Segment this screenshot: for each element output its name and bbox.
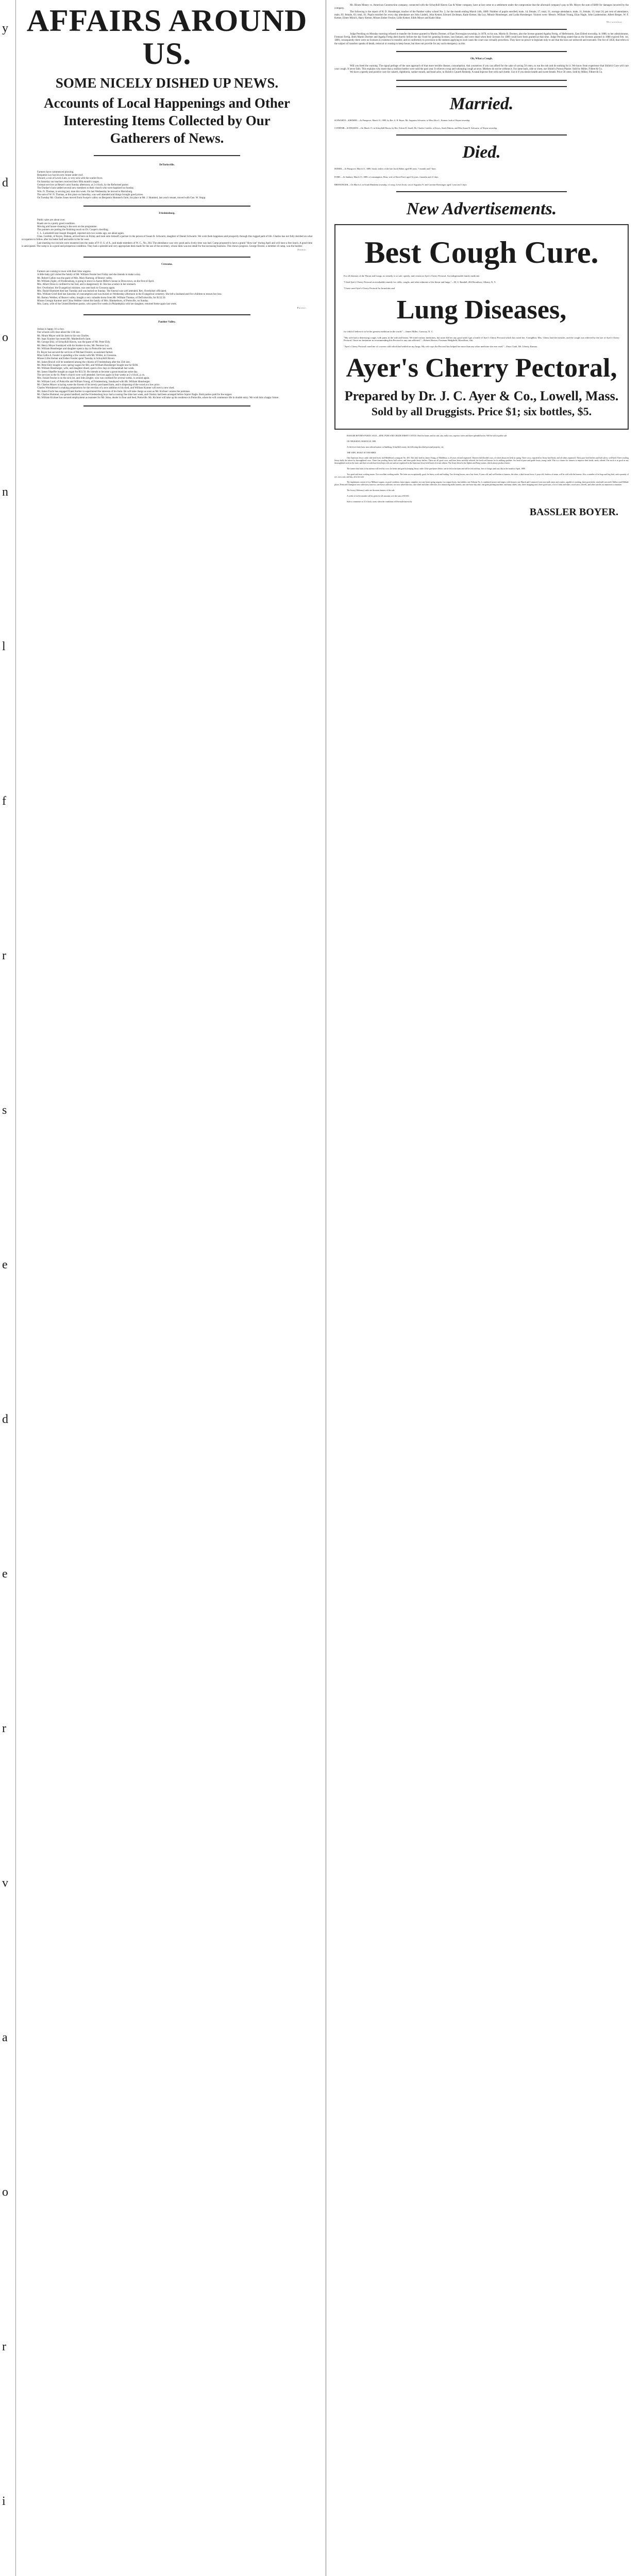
news-item: Moving and house-cleaning is the next on the programme. — [37, 226, 97, 228]
news-section — [334, 4, 629, 24]
news-sections-continued — [334, 4, 629, 81]
correspondent-signature: Priest. — [297, 306, 307, 309]
news-item: Rev. Overholser, the Evangelical minister, was sent back to Cressona again. — [37, 286, 115, 290]
ad-testimonials — [344, 330, 619, 348]
ad-title: Best Cough Cure. — [364, 235, 599, 270]
page-headline: AFFAIRS AROUND US. — [26, 4, 308, 71]
divider — [396, 29, 567, 30]
news-item: Chas. Confehr, of Keyes, Dakota, arrived here on Friday and took unto himself a partner in the person of Susan R. Schwartz, daughter of Daniel Schwartz. We wish them happiness and prosperity through this rugged path of life. Charles has not fully decided on what occupation to follow after his better half and settle in the far west. — [22, 235, 312, 242]
news-section — [334, 33, 629, 46]
death-notices — [334, 167, 629, 186]
edge-letter: e — [2, 1567, 8, 1581]
news-item: On Tuesday Mr. Charles Jones moved from Swope's valley on Benjamin Hummel's farm, his place at Mr. J. Hummel, last year's tenant, moved with Geo. W. Stupp. — [37, 197, 206, 200]
sale-paragraph: Sale to commence at 12 o'clock, noon, when the conditions will be made known by — [347, 500, 412, 503]
right-column — [326, 0, 635, 2576]
marriage-notice: CONFEHR—SCHWARTZ.—On March 15, in Schuylkill Haven, by Rev. Edwin H. Smoll, Mr. Charles Confehr, of Keyes, South Dakota, and Miss Susan R. Schwartz, of Wayne township. — [334, 126, 498, 129]
news-item: German services at Hetzel's next Sunday afternoon; at 2 o'clock, by the Reformed pastor. — [37, 183, 129, 187]
news-item: The sale of W. N. Thomas, at this place on Saturday, was well attended and things brought good prices. — [37, 194, 144, 197]
edge-letter: i — [2, 2495, 6, 2508]
divider — [396, 191, 567, 192]
news-item: A little baby girl visited the family of Mr. William Fessler last Friday and she intends to make a stay. — [37, 274, 141, 277]
news-section — [22, 320, 312, 400]
death-notice: BRENSINGER.—On March 4, in South Manheim township, of croup, Lewis Irwin, son of Augustus N. and Caroline Brensinger, aged 1 year and 3 days. — [334, 183, 467, 186]
news-item: Roads are in a pretty good condition. — [37, 222, 76, 225]
ad-subtitle: Lung Diseases, — [396, 295, 567, 325]
death-notice: FORD.—At Sunbury, March 15, 1889, of consumption, Eliza, wife of David Ford, aged 34 years, 4 months and 21 days. — [334, 175, 439, 178]
news-item: Wm. N. Thomas, is serving jury man this week. On last Wednesday he moved to Harrisburg. — [37, 190, 133, 193]
edge-letter: s — [2, 1104, 7, 1117]
news-item: Mr. George Ehly, of Schuylkill Haven, was the guest of Mr. Peter Ehly. — [37, 341, 111, 344]
news-item: Dr. Boyer has secured the services of Michael Fessler, as assistant farmer. — [37, 351, 113, 354]
news-item: Charles Wormkessel is making preparations for the erection of a new addition to his shed, and William Kramer will erect a new shed. — [37, 387, 175, 390]
news-item: The Dunker's have added several new members to their church who were baptized on Sunday. — [37, 187, 134, 190]
adjacent-column-edge — [0, 0, 16, 2576]
death-notice: HUBER.—At Pinegrove, March 11, 1889, Sarah, widow of the late Jacob Huber, aged 80 years, 7 months and 7 days. — [334, 167, 436, 171]
divider — [396, 51, 567, 52]
edge-letter: y — [2, 22, 8, 35]
ad-testimonial: "Ayer's Cherry Pectoral cured me of a severe cold which had settled on my lungs. My wife says the Pectoral has helped her more than any other medicine she ever used."—Enos Clark, Mt. Liberty, Kansas. — [344, 345, 538, 348]
public-sale-signature: BASSLER BOYER. — [529, 506, 618, 518]
news-item: Mrs. Daniel Bartolett died last Tuesday and was buried on Sunday. The funeral was well attended. Rev. Overholser officiated. — [37, 290, 167, 293]
section-dateline: DeTurksville. — [159, 163, 175, 166]
news-item: Mr. Hiram Money vs. American Construction company, connected with the Schuylkill Haven Gas & Water company, have at last come to a settlement under the compromise that the aforesaid company's pay to Mr. Moyer the sum of $400 for damages incurred by the company. — [334, 4, 629, 10]
section-dateline: Cressona. — [161, 263, 173, 266]
edge-letter: o — [2, 2185, 8, 2199]
news-item: Mrs. Albert Dress is confined to her bed, and is dangerously ill. She has a tumor in her stomach. — [37, 283, 137, 286]
news-item: Our schools will close about the 11th inst. — [37, 331, 80, 334]
public-sale-notice — [334, 435, 629, 503]
news-section — [22, 263, 312, 309]
married-header: Married. — [449, 94, 514, 113]
news-item: Mr. Peter Ehly bought a new spring wagon for $61, and William Honsberger bought one for $100. — [37, 364, 139, 367]
sale-paragraph: One American Jersey cattle club herd book, bull Middleton's youngster No. 403. This bull, bred by James Young, of Middleton, is 20 years old and registered. Thirteen full blooded cows, of which about ten fresh in spring. Three cows, registered in Jersey herd-book, and all others registered. Thirty pure bred heifers and bull calves, well-bred. Three yearling Jersey bulls, the above by thoroughbred cows. Three fine yearling Jersey bull calves, and three grade Jersey heifers. These are all good cows, and have been carefully selected, the herd well known for its milking qualities. Six head of pure and grade Jersey young cattle. This is a chance for farmers to improve their herds, rarely offered. The stock is as good as any thoroughbred stock in the state, and their records have been kept with care and are registered in the American Jersey herd-book of recent edition. The Jersey blood is the Alphea and Pansy strains, which always produce butter. — [334, 457, 629, 465]
news-item: Mr. Robert Callon was the guest of Mrs. Mary Hartzog, of Beaver valley. — [37, 277, 113, 280]
ad-prepared-by: Prepared by Dr. J. C. Ayer & Co., Lowell, Mass. — [344, 388, 619, 404]
new-advertisements-header: New Advertisements. — [406, 199, 557, 219]
news-item: Mr. William Kichner has secured employment as teamster for Mr. Stine, dealer in flour and feed, Pottsville. Mr. Kichner will take up his residence in Pottsville, where he will commence life in double entry. We wish him a happy future. — [37, 397, 279, 400]
page-subheadline: SOME NICELY DISHED UP NEWS. — [55, 75, 279, 91]
ad-product-name: Ayer's Cherry Pectoral, — [346, 353, 617, 383]
ad-paragraph: "I have used Ayer's Cherry Pectoral for bronchitis and — [344, 286, 395, 290]
news-item: Mr. William Zigler, of Friedensburg, is going to move in Aaron Miller's house in Dress town, on the first of April. — [37, 280, 155, 283]
edge-letter: l — [2, 640, 6, 653]
news-item: We have a speedy and positive cure for catarrh, diphtheria, canker mouth, and head ache, in Shiloh's Catarrh Remedy. A nasal Injector free with each bottle. Use it if you desire health and sweet breath. Price 50 cents. Sold by Miller, Filbert & Co. — [350, 71, 603, 74]
correspondent-signature: Jerrie. — [297, 248, 307, 251]
edge-letter: e — [2, 1258, 8, 1272]
news-item: Mr. Charles Hummel, our genial landlord, and the Friedensburg boys had a rousing fine time last week, and Charley had been arranged before Squire Nagle. Both parties paid for the supper. — [37, 393, 232, 396]
news-item: Mrs. Lamy, wife of the United Brethren pastor, who spent five weeks in Philadelphia with her daughter, returned home again last week. — [37, 303, 177, 306]
news-item: Farmers are coming to town with their lime wagons. — [37, 270, 91, 273]
news-item: Mr. Isaac Kramer has rented Mr. Maidenford's farm. — [37, 338, 91, 341]
ad-testimonial: "My wife had a distressing cough, with pains in the side and breast. We tried various medicines, but none did her any good until I got a bottle of Ayer's Cherry Pectoral which has cured her. A neighbor, Mrs. Glenn, had the measles, and the cough was relieved by the use of Ayer's Cherry Pectoral. I have no hesitation in recommending this Pectoral to any one afflicted."—Robert Horton, Foreman Hedgfield, Morrillton, Ark. — [344, 336, 619, 342]
divider — [83, 314, 250, 315]
news-item: Misses Lillie Keiner and Esther Fessler spent Tuesday in Schuylkill Haven. — [37, 358, 115, 361]
sale-paragraph: BASSLER BOYER'S PUBLIC SALE.—FINE, PURE AND GRADE JERSEY CATTLE. Bred for butter, and for sale, also, milk cows, superior calves and three splendid horses. Will be sold at public sale — [347, 435, 507, 437]
news-item: Mrs. Josiah Fessler is on the sick list, and John Zeigler, who was confined for several weeks, is around again. — [37, 377, 150, 380]
news-section — [22, 163, 312, 200]
news-item: Mr. James Bruich will be numbered among the citizens of Friedensburg after the 25th inst. — [37, 361, 130, 364]
news-item: Misses Georgia Kantner and China Webber visited the family of Mrs. Blankethorn, of Pottsville, on Sunday. — [37, 299, 149, 302]
marriage-notice: SCHWARTZ—KREMER.—At Pinegrove, March 31, 1889, by Rev. S. R. Boyer, Mr. Augustus Schwartz, to Miss Alice L. Kremer, both of Wayne township. — [334, 118, 470, 122]
edge-letter: d — [2, 176, 8, 190]
news-section — [22, 212, 312, 252]
section-dateline: Friedensburg. — [159, 211, 175, 215]
news-sections — [22, 163, 312, 406]
sale-paragraph: At the lower farm barn, near railroad station, at Sandburg, Schuylkill county, the following described personal property, viz: — [347, 446, 444, 448]
edge-letter: f — [2, 794, 6, 808]
news-item: Mr. William Lord, of Pottsville and William Young, of Friedensburg, Sundayed with Mr. William Honsberger. — [37, 380, 150, 383]
news-item: The following is the report of H. D. Honsberger, teacher of the Panther valley school No. 2, for the month ending March 14th, 1889: Number of pupils enrolled, male, 14; female, 17; total, 31; average attendance, male, 11; female, 13; total 24; per cent of attendance, male, 83; female, 83; total, 81. Pupils enrolled for every day attendance are John Lindell, John Ketner, Edward Zechman, Katie Ketner, Ida Loy, Minnie Honsberger, and Lydia Honsberger. Visitors were: Messrs. William Young, Elias Nagle, John Laubenstine, Albert Berger, W. F. Ketner, Elmer Minich, Harry Ketner, Misses Esther Fessler, Lillie Ketner, Edith Moyer and Katie Stine. — [334, 10, 629, 20]
news-section — [334, 57, 629, 75]
page-deck: Accounts of Local Happenings and Other Interesting Items Collected by Our Gatherers of News. — [44, 95, 290, 146]
sale-paragraph: The farmer that looks to his interest will feed his cows for better and gain by keeping Jersey cattle. If the purchasers desire, can be left at the farm and will be fed with hay, free of charge, until any day in the month of April, 1889. — [347, 467, 526, 470]
sale-paragraph: Two good and stout working mares. Two excellent working mules. The latter are exceptionally good, for heavy work and loading. Two driving horses, one a bay horse, 8 years old, and well broken to harness, the other, a dark brown horse, 6 years old, fearless of steam, will be sold with the harness. Also, a number of fat hogs and hog feed, and a quantity of rye, corn, oats, and hay, all to be sold. — [334, 473, 629, 478]
divider — [83, 206, 250, 207]
news-item: Mr. James Focht has engaged Frank Kerber to superintend the interests of his farm. He will take charge as soon as Mr. Kichner vacates the premises. — [37, 390, 191, 393]
ad-paragraph: "I find Ayer's Cherry Pectoral an invaluable remedy for colds, coughs, and other ailments of the throat and lungs."—M. S. Randall, 204 Broadway, Albany, N. Y. — [344, 281, 496, 284]
edge-letter: n — [2, 485, 8, 499]
news-item: The services in the St. Peter's church were well attended. Services again in four weeks at 2 o'clock, p. m. — [37, 374, 145, 377]
news-item: Public sales are about over. — [37, 219, 65, 222]
edge-letter: v — [2, 1876, 8, 1890]
married-notices — [334, 119, 629, 130]
edge-letter: o — [2, 331, 8, 344]
news-item: Mr. Henry Moyer Sundayed with his brother-in-law, Mr. Penrose Loy. — [37, 344, 110, 347]
news-item: Farmers have commenced plowing. — [37, 171, 74, 174]
sale-paragraph: ON THURSDAY, MARCH 28, 1889. — [347, 440, 377, 443]
news-item: Edward, a son of Lewis Lutz, is very sick with the scarlet fever. — [37, 177, 103, 180]
divider — [83, 257, 250, 258]
news-item: Miss Callie A. Fessler is spending a few weeks with Mr. Wilder, in Cressona. — [37, 354, 117, 357]
ad-price: Sold by all Druggists. Price $1; six bottles, $5. — [371, 405, 592, 418]
left-column — [16, 0, 319, 2576]
ad-body — [344, 275, 619, 290]
edge-letter: r — [2, 2340, 6, 2353]
edge-letter: r — [2, 1722, 6, 1735]
sale-paragraph: The implements consist of two Milburn wagons, in good condition; farm wagon, complete; two one horse spring wagons; two wagon boxes, hay ladders, one Osborne No. 6, combined mower and reaper, with fixtures; one Hauck and Comstock Lion corn-stalk cutter and crusher, capable of crushing, three good sleds, wind-mill, new mill, Wallace and Hillside plows, Penn and Champion corn cultivators, harrows, one-horse cultivator, two new wheel barrows, one wheel and other cultivator; two winnowing mills; harness, one one-horse hay rake, one grain pitching machine, and many others; also, three chopping axes, three good saws, a lot of forks and rakes; wood saws; shovels, and other articles too numerous to mention. — [334, 481, 629, 486]
sale-paragraph: THE WIFE, BASLE AT THE HERD. — [347, 451, 377, 454]
died-header: Died. — [462, 143, 501, 162]
correspondent-signature: Occasional. — [607, 20, 624, 23]
section-dateline: Panther Valley. — [158, 320, 176, 324]
news-item: Mr. Hiram Moyer sold his farm to his son Charles. — [37, 334, 90, 337]
news-item: Benjamin Loy has his new house under roof. — [37, 174, 83, 177]
news-item: C. L. Luckenbill and Joseph Shoppell, reported sick two weeks ago, are about again. — [37, 232, 125, 235]
news-item: Mr. James Shaeffer bought an organ for $33.50. He intends to become a great musician some day. — [37, 370, 138, 374]
news-item: Will you heed the warning. The signal perhaps of the sure approach of that more terrible disease, consumption. Ask yourselves if you can afford for the sake of saving 50 cents, to run the risk and do nothing for it. We know from experience that Shiloh's Cure will cure your cough. It never fails. This explains why more than a million bottles were sold the past year. It relieves croup and whooping cough at once. Mothers do not be without it. For lame back, side or chest, use Shiloh's Porous Plaster. Sold by Miller, Filbert & Co. — [334, 64, 629, 71]
news-item: Mr. William Honsberger and daughter spent a day in Pottsville last week. — [37, 348, 113, 351]
divider — [94, 155, 240, 156]
sale-paragraph: A credit of twelve months will be given for all amounts over the sum of $10.00. — [347, 495, 410, 497]
news-item: Mr. William Honsberger, wife, and daughter dined, spent a few days in Shenandoah last week. — [37, 367, 134, 370]
news-item: Last meeting two recruits were mustered into the ranks of P. O. S. of A., and made members of W. C., No. 264. The attendance was very good and a lively time was had. Camp proposed to have a grand "blow-out" during April and will have a free lunch. A good time is anticipated. The camp is in a good and prosperous condition. They had a splendid and very appropriate desk made for the use of the secretary, whose desk was too small for the increasing business. This shows progress. George Fessler, a member of camp, was the builder. — [22, 242, 312, 248]
ad-paragraph: For all diseases of the Throat and Lungs, no remedy is so safe, speedy, and certain as Ayer's Cherry Pectoral. An indispensable family medicine. — [344, 275, 480, 278]
news-item: Judge Pershing on Monday morning refused to transfer the license granted to Martin Dormer, of East Norwegian township, in 1878, to his son, Martin B. Dormer, also the license granted Agatha Fertig, of Heftenstein, East Eldred township, in 1888, to her administrator, Fremont Fertig. Both Martin Dormer and Agatha Fertig died shortly before the day fixed for granting licenses, last January, and were dead when their licenses for 1889 could have been granted at that time. Judge Pershing stated that as the licenses granted in 1888 expired Feb. 1st, 1889, consequently there were no licenses in existence to transfer, and in conformity to provision in the statutes applying to such cases the court was virtually powerless. They have no power to legislate only to see that the laws are enforced and executed. The Act of 1858, that refers to the subject of transfers speaks of death, removal or ceasing to keep house, but does not provide for any such emergency as this. — [334, 32, 629, 45]
news-item: Mr. Charles Moyer is laying waste the forests of his newly purchased farm, and is disposing of the wood at a low price. — [37, 383, 160, 386]
sale-paragraph: The Jersey (Alderney) cattle are the main features of the sale. — [347, 489, 395, 492]
divider — [396, 86, 567, 87]
divider — [83, 405, 250, 406]
edge-letter: r — [2, 949, 6, 962]
edge-letter: a — [2, 2031, 8, 2044]
news-item: Mrs. William Grief died last Saturday of consumption and was buried on Wednesday afternoon in the Evangelical cemetery. She left a husband and five children to mourn her loss. — [37, 293, 222, 296]
news-item: Mr. Barney Webber, of Beaver valley, bought a very valuable horse from Mr. William Thomas, of DeTurksville, for $132.50. — [37, 296, 166, 299]
section-dateline: Oh, What a Cough. — [470, 57, 493, 60]
edge-letter: d — [2, 1413, 8, 1426]
news-item: Joshua is happy. It's a boy. — [37, 328, 64, 331]
news-item: The painters are putting the finishing touch on Dr. Cooper's dwelling. — [37, 229, 109, 232]
divider — [396, 134, 567, 135]
divider — [396, 80, 567, 81]
ad-testimonial: for which I believe it to be the greatest medicine in the world."—James Miller, Caraway, N. C. — [344, 330, 433, 333]
cough-cure-advertisement — [334, 224, 629, 430]
news-item: On Saturday our teachers received their fifth month's wages. — [37, 180, 99, 183]
